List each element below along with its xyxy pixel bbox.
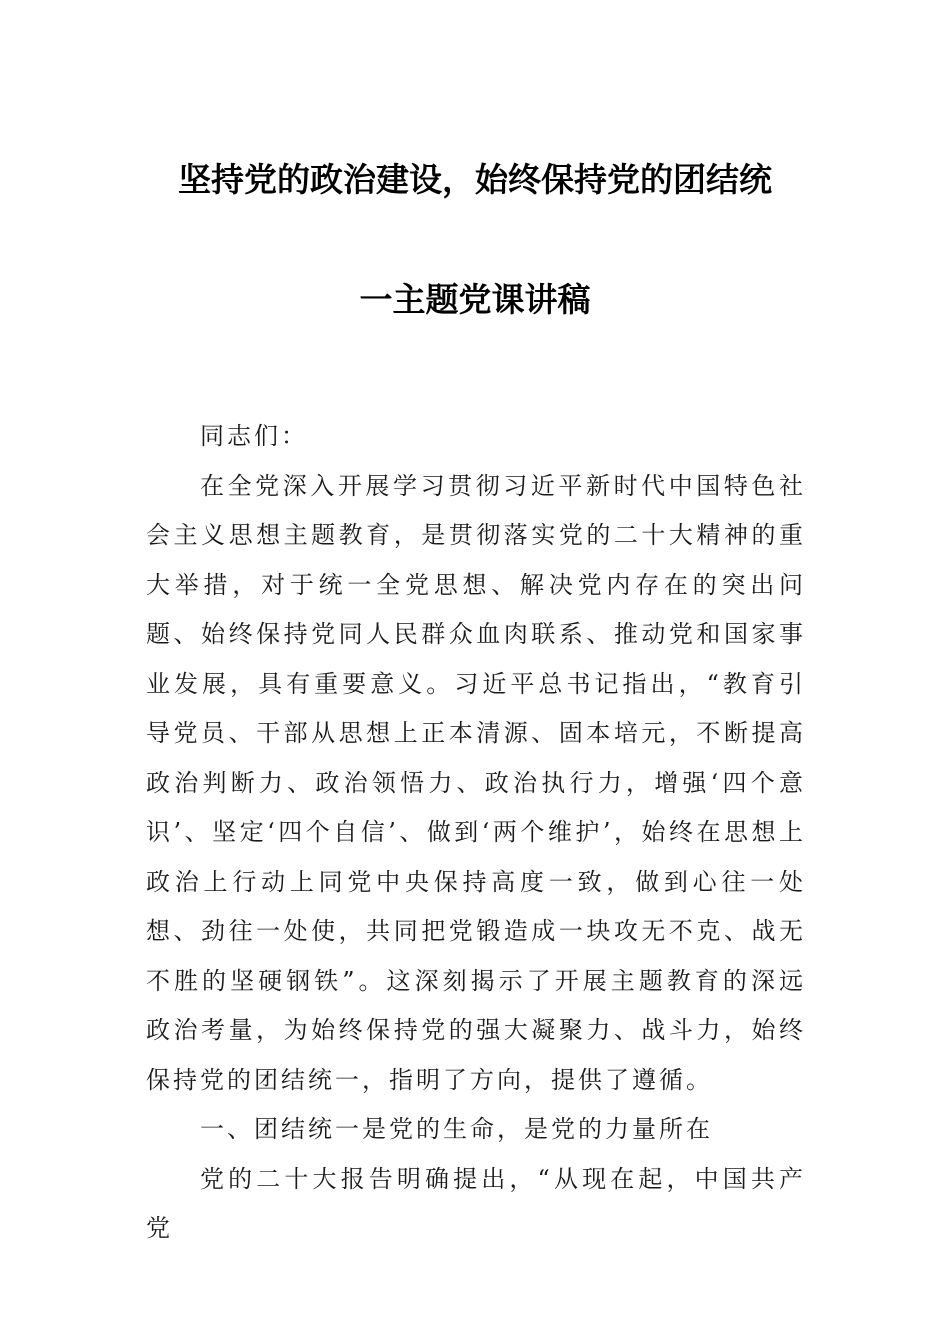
document-body bbox=[146, 412, 806, 1254]
salutation: 同志们： bbox=[200, 422, 308, 450]
body-paragraph: 在全党深入开展学习贯彻习近平新时代中国特色社会主义思想主题教育，是贯彻落实党的二十大精神的重大举措，对于统一全党思想、解决党内存在的突出问题、始终保持党同人民群众血肉联系、推动党和国家事业发展，具有重要意义。习近平总书记指出，“教育引导党员、干部从思想上正本清源、固本培元，不断提高政治判断力、政治领悟力、政治执行力，增强‘四个意识’、坚定‘四个自信’、做到‘两个维护’，始终在思想上政治上行动上同党中央保持高度一致，做到心往一处想、劲往一处使，共同把党锻造成一块攻无不克、战无不胜的坚硬钢铁”。这深刻揭示了开展主题教育的深远政治考量，为始终保持党的强大凝聚力、战斗力，始终保持党的团结统一，指明了方向，提供了遵循。 bbox=[146, 471, 806, 1094]
document-title-line-2: 一主题党课讲稿 bbox=[359, 280, 591, 319]
document-title-line-1: 坚持党的政治建设，始终保持党的团结统 bbox=[178, 160, 772, 199]
section-heading: 一、团结统一是党的生命，是党的力量所在 bbox=[200, 1115, 713, 1143]
body-paragraph: 党的二十大报告明确提出，“从现在起，中国共产党 bbox=[146, 1164, 806, 1242]
